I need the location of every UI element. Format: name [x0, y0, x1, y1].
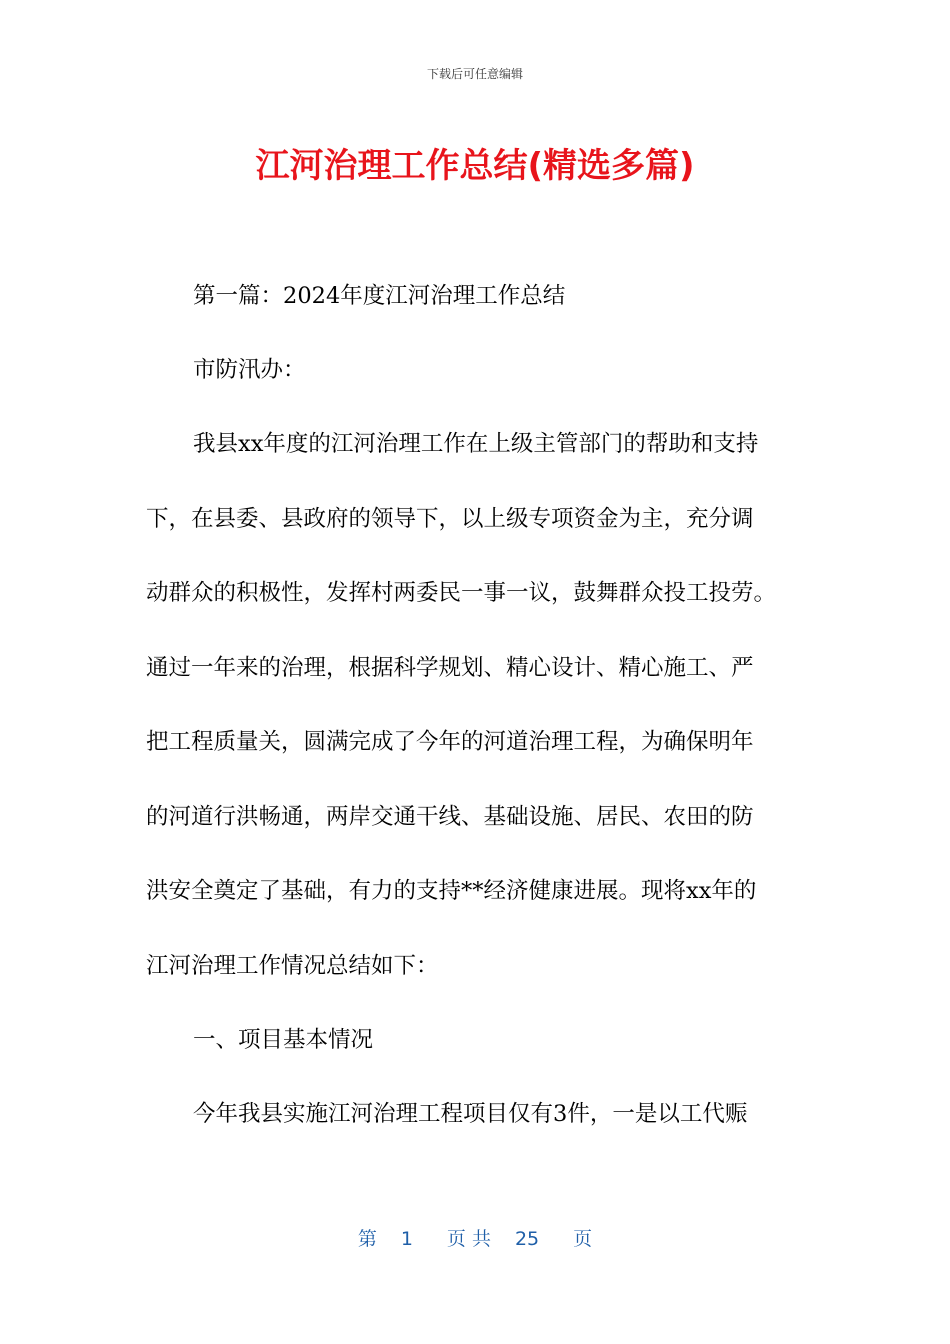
footer-current-page: 1 — [400, 1228, 413, 1250]
footer-total-pages: 25 — [514, 1228, 540, 1250]
paragraph-line: 下，在县委、县政府的领导下，以上级专项资金为主，充分调 — [146, 506, 754, 532]
paragraph-line: 把工程质量关，圆满完成了今年的河道治理工程，为确保明年 — [146, 729, 754, 755]
page-footer — [0, 1226, 950, 1252]
section-heading: 第一篇：2024年度江河治理工作总结 — [193, 283, 566, 309]
paragraph-line: 今年我县实施江河治理工程项目仅有3件，一是以工代赈 — [193, 1101, 748, 1127]
paragraph-line: 江河治理工作情况总结如下： — [146, 953, 439, 979]
page-header-note: 下载后可任意编辑 — [426, 67, 523, 81]
paragraph-line: 洪安全奠定了基础，有力的支持**经济健康进展。现将xx年的 — [146, 878, 757, 904]
subsection-heading: 一、项目基本情况 — [193, 1027, 374, 1053]
footer-suffix: 页 — [573, 1228, 593, 1250]
addressee-line: 市防汛办： — [193, 357, 306, 383]
paragraph-line: 的河道行洪畅通，两岸交通干线、基础设施、居民、农田的防 — [146, 804, 754, 830]
paragraph-line: 动群众的积极性，发挥村两委民一事一议，鼓舞群众投工投劳。 — [146, 580, 777, 606]
paragraph-line: 我县xx年度的江河治理工作在上级主管部门的帮助和支持 — [193, 431, 759, 457]
paragraph-line: 通过一年来的治理，根据科学规划、精心设计、精心施工、严 — [146, 655, 754, 681]
document-title: 江河治理工作总结(精选多篇) — [255, 146, 695, 186]
footer-prefix: 第 — [357, 1228, 377, 1250]
footer-middle: 页 共 — [446, 1228, 491, 1250]
